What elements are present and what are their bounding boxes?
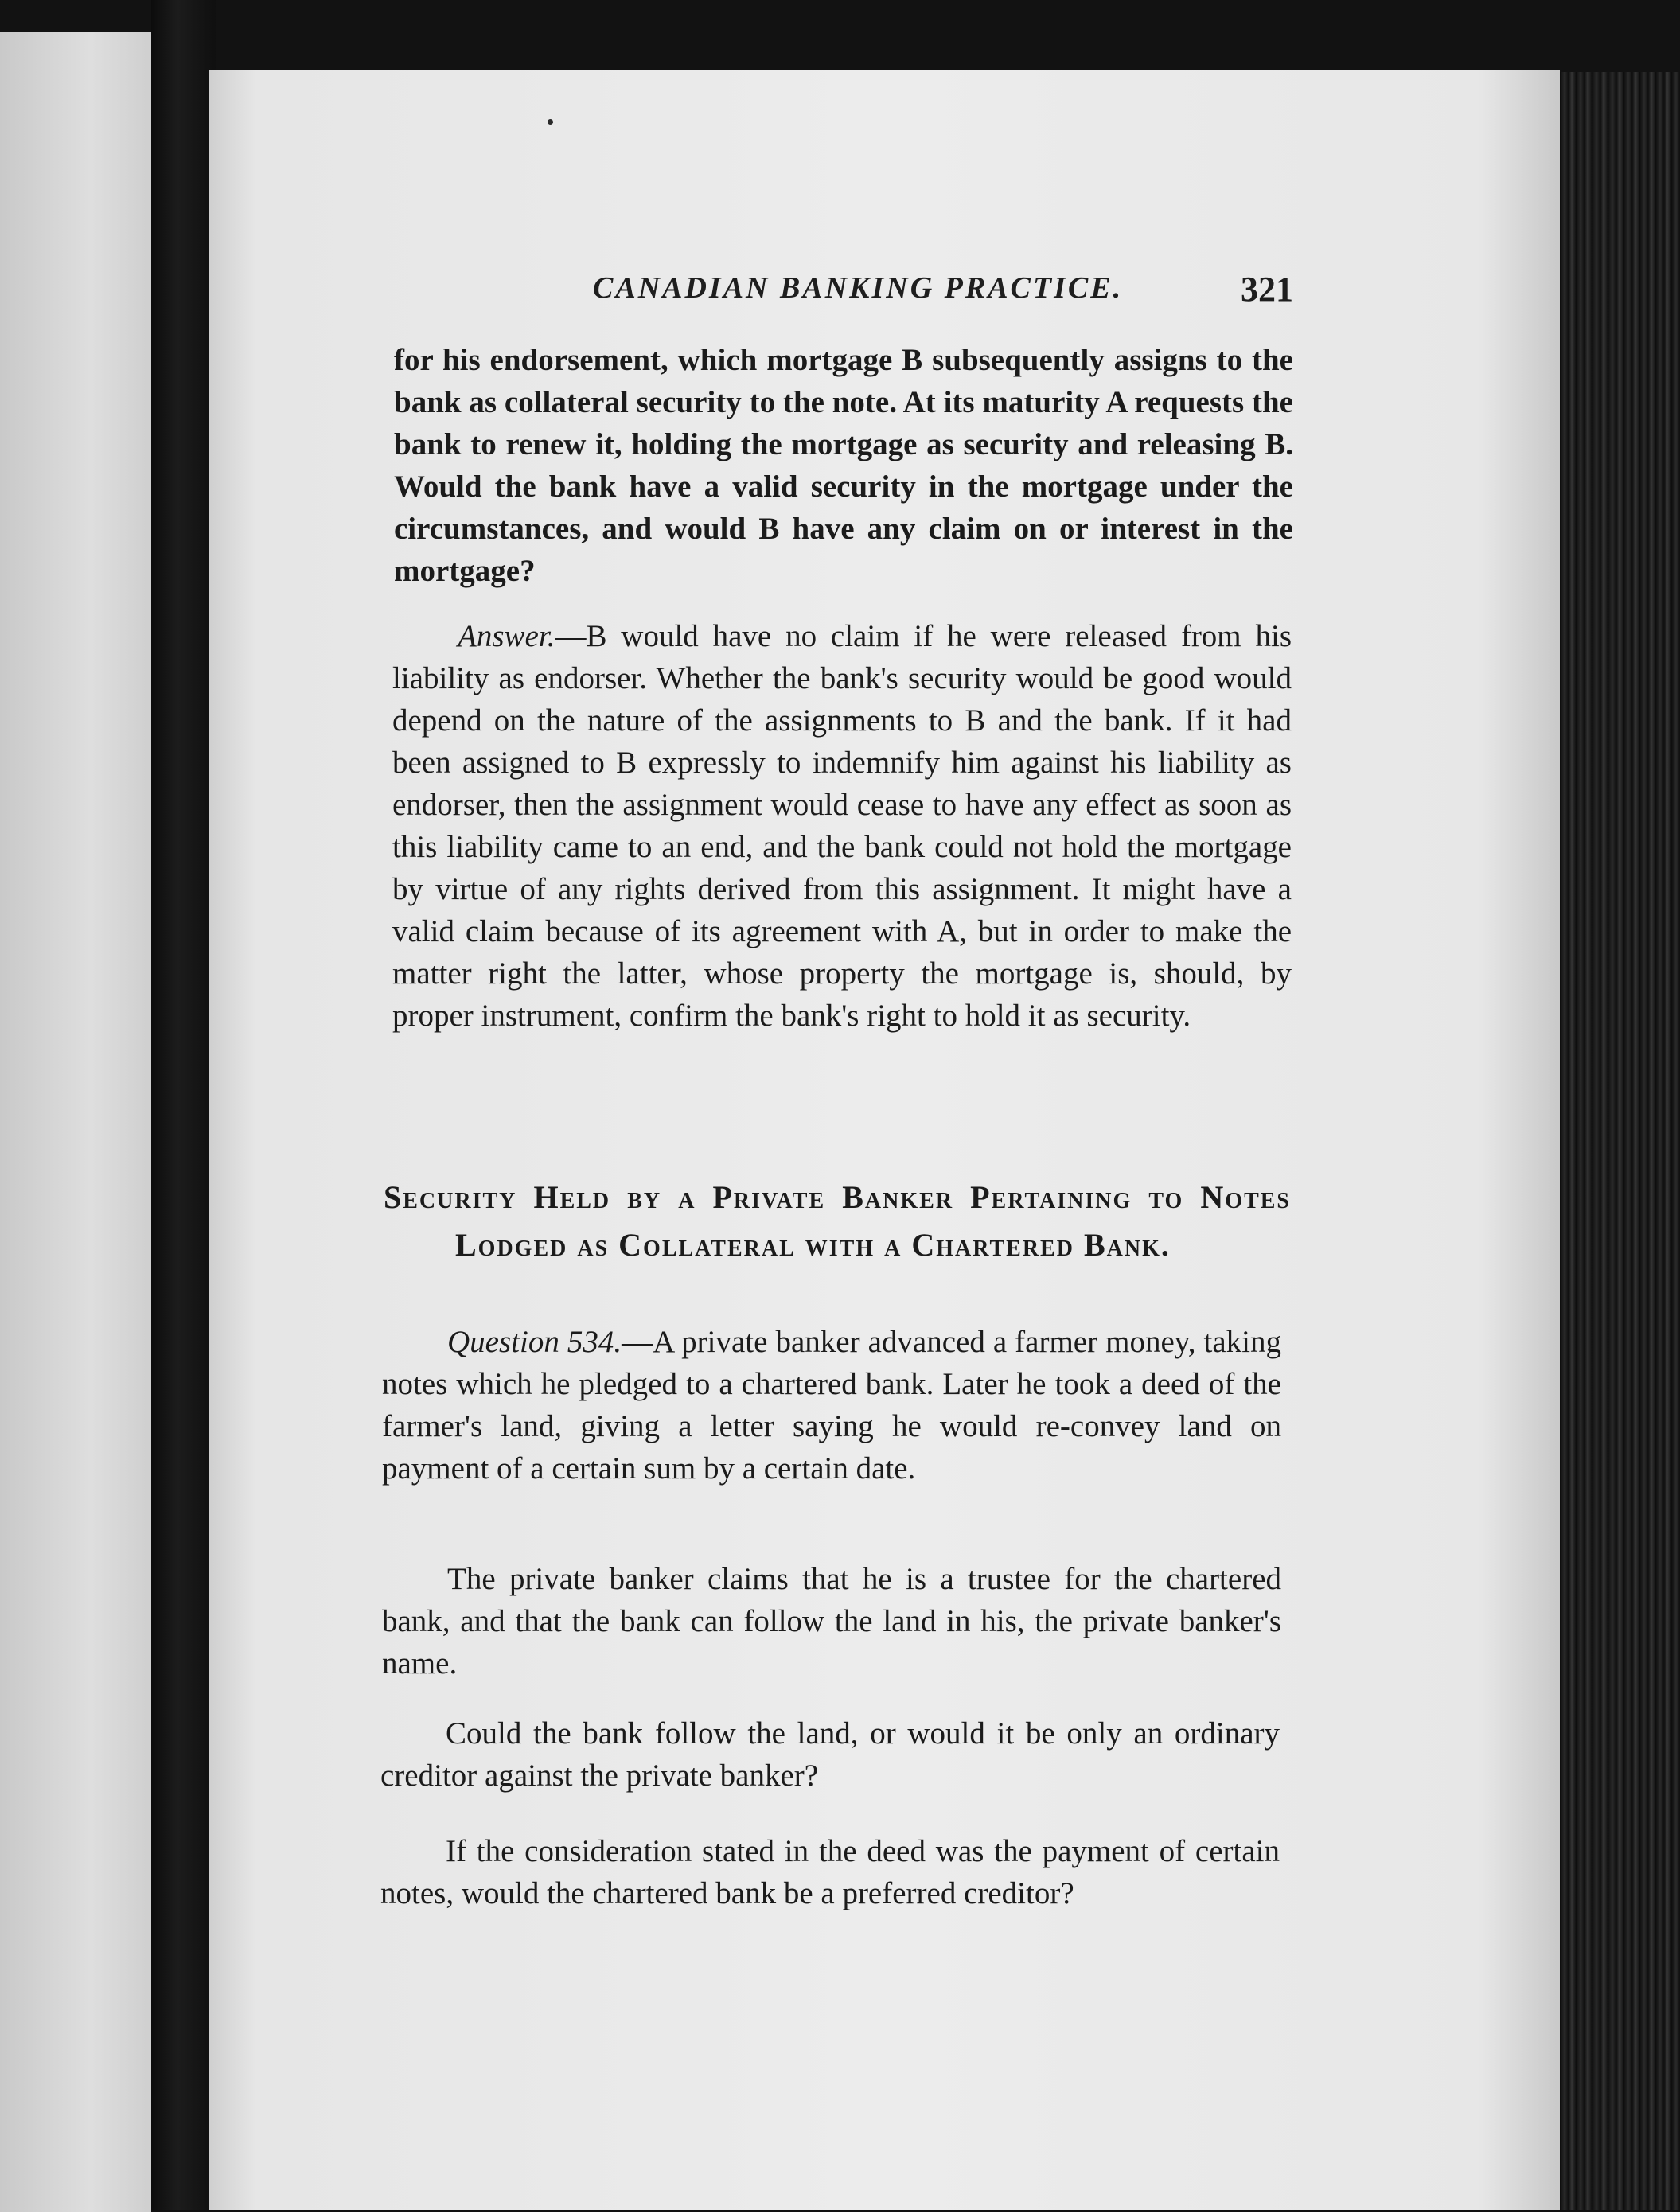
ink-speck xyxy=(548,119,553,125)
question-lead: Question 534. xyxy=(447,1325,622,1359)
answer-text: —B would have no claim if he were released from his liability as endorser. Whether the bank's security would be good would depend on the nature of the assignments to B and the bank. If it had been assigned to B expressly to indemnify him against his liability as endorser, then the assignment would cease to have any effect as soon as this liability came to an end, and the bank could not hold the mortgage by virtue of any rights derived from this assignment. It might have a valid claim because of its agreement with A, but in order to make the matter right the latter, whose property the mortgage is, should, by proper instrument, confirm the bank's right to hold it as security. xyxy=(392,619,1292,1033)
paragraph-text: for his endorsement, which mortgage B subsequently assigns to the bank as collateral security to the note. At its maturity A requests the bank to renew it, holding the mortgage as security and releasing B. Would the bank have a valid security in the mortgage under the circumstances, and would B have any claim on or interest in the mortgage? xyxy=(394,343,1293,588)
page-number: 321 xyxy=(1241,270,1293,309)
question-paragraph-2: The private banker claims that he is a trustee for the chartered bank, and that the bank can follow the land in his, the private banker's name. xyxy=(382,1562,1281,1680)
paragraph-continuation xyxy=(394,339,1293,592)
question-paragraph-3: Could the bank follow the land, or would it be only an ordinary creditor against the private banker? xyxy=(380,1716,1280,1793)
question-text: —A private banker advanced a farmer money, taking notes which he pledged to a chartered bank. Later he took a deed of the farmer's land, giving a letter saying he would re-convey land on payment of a certain sum by a certain date. xyxy=(382,1325,1281,1486)
book-gutter xyxy=(151,0,216,2210)
page-stack-edge xyxy=(1560,72,1680,2210)
section-heading: Security Held by a Private Banker Pertaining to Notes Lodged as Collateral with a Chartered Bank. xyxy=(384,1179,1291,1263)
facing-page-edge xyxy=(0,32,151,2212)
question-paragraph-4: If the consideration stated in the deed was the payment of certain notes, would the chartered bank be a preferred creditor? xyxy=(380,1834,1280,1910)
answer-lead: Answer. xyxy=(458,619,555,653)
running-head: CANADIAN BANKING PRACTICE. xyxy=(593,271,1124,305)
answer-paragraph xyxy=(392,615,1292,1037)
question-paragraph xyxy=(382,1321,1281,1490)
